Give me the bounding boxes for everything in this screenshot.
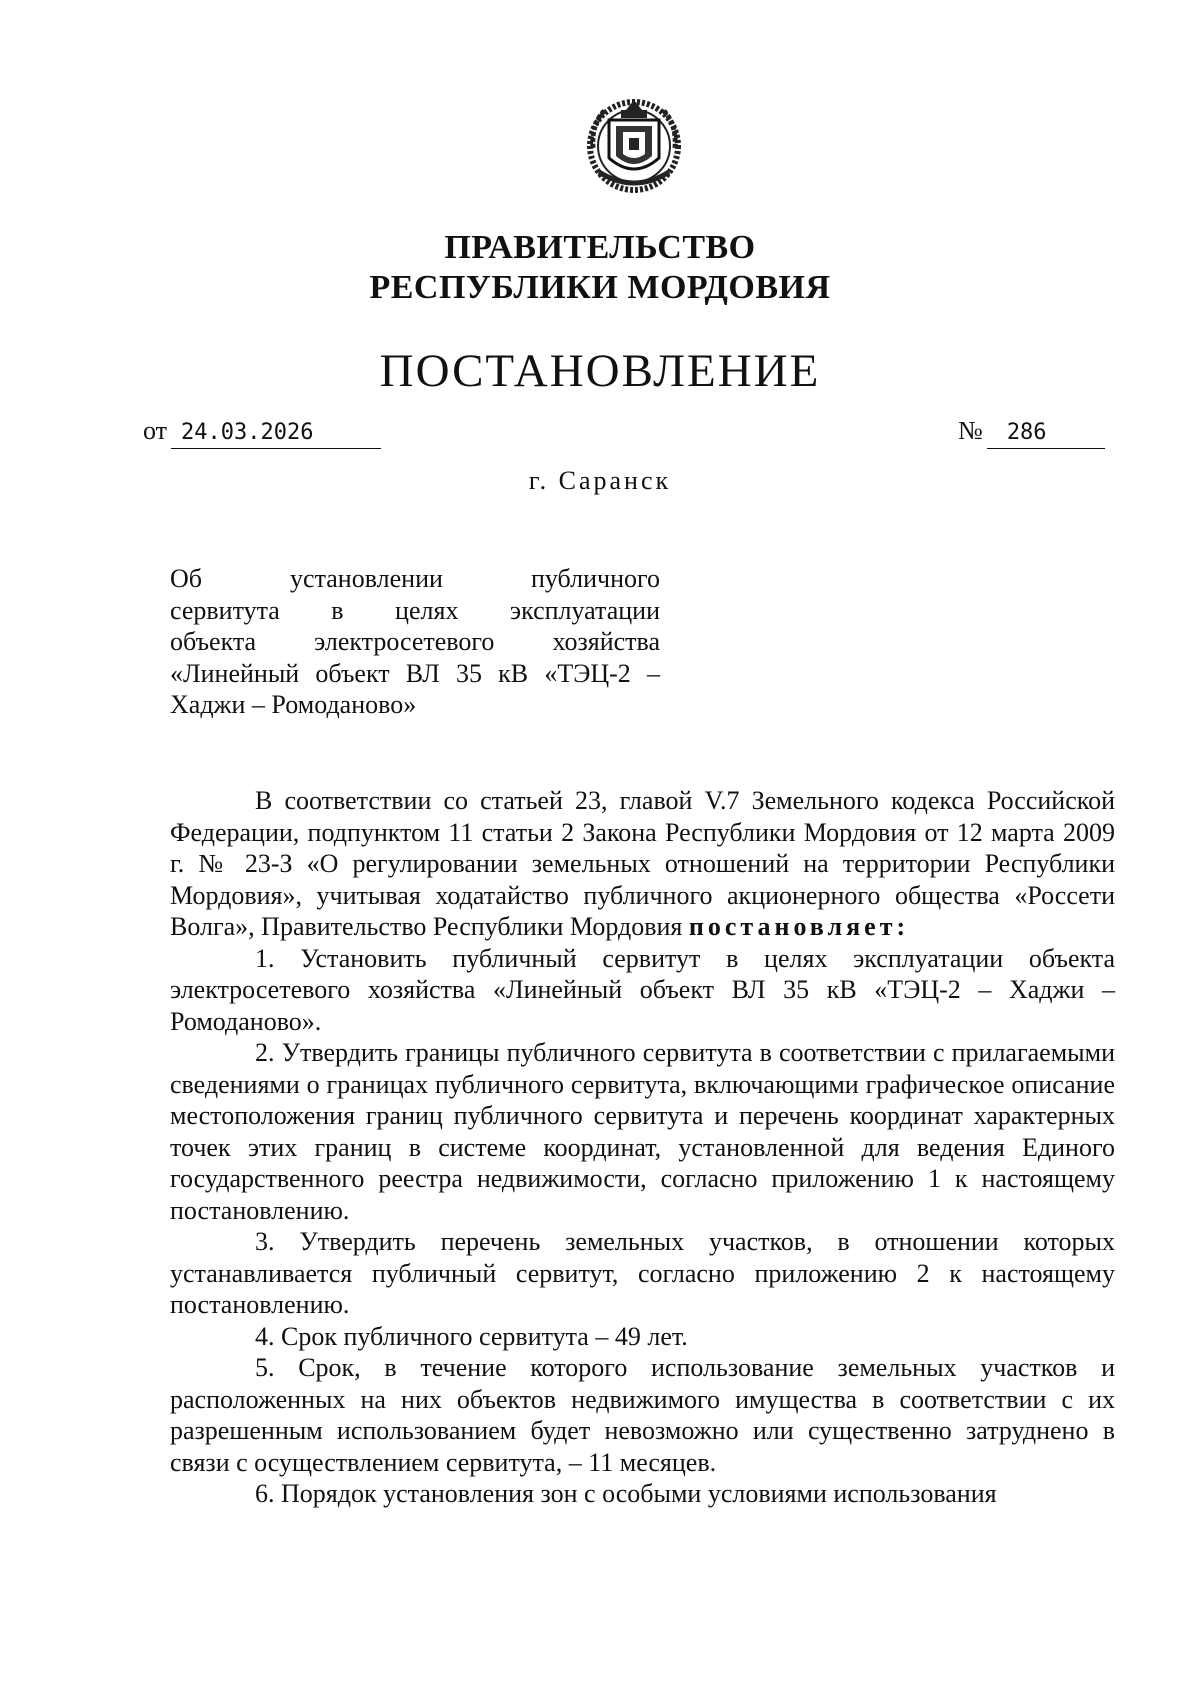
decree-word: постановляет: <box>688 912 910 941</box>
document-body <box>170 785 1115 1510</box>
city: г. Саранск <box>528 466 672 495</box>
item-paragraph: 4. Срок публичного сервитута – 49 лет. <box>255 1321 688 1351</box>
organization-title <box>0 228 1200 308</box>
date-value: 24.03.2026 <box>171 418 381 449</box>
number-value: 286 <box>987 418 1105 449</box>
item-paragraph: 2. Утвердить границы публичного сервитута в соответствии с прилагаемыми сведениями о границах публичного сервитута, включающими графическое описание местоположения границ публичного сервитута и перечень координат характерных точек этих границ в системе координат, установленной для ведения Единого государственного реестра недвижимости, согласно приложению 1 к настоящему постановлению. <box>170 1038 1115 1225</box>
item-paragraph: 3. Утвердить перечень земельных участков, в отношении которых устанавливается публичный сервитут, согласно приложению 2 к настоящему постановлению. <box>170 1227 1115 1319</box>
organization-title-line2: РЕСПУБЛИКИ МОРДОВИЯ <box>369 269 831 306</box>
preamble-text: В соответствии со статьей 23, главой V.7 Земельного кодекса Российской Федерации, подпунктом 11 статьи 2 Закона Республики Мордовия от 12 марта 2009 г. № 23-З «О регулировании земельных отношений на территории Республики Мордовия», учитывая ходатайство публичного акционерного общества «Россети Волга», Правительство Республики Мордовия <box>170 786 1115 941</box>
document-subject <box>170 563 660 721</box>
subject-line: Об установлении публичного <box>170 564 660 593</box>
item-paragraph: 5. Срок, в течение которого использование земельных участков и расположенных на них объектов недвижимого имущества в соответствии с их разрешенным использованием будет невозможно или существенно затруднено в связи с осуществлением сервитута, – 11 месяцев. <box>170 1353 1115 1477</box>
organization-title-line1: ПРАВИТЕЛЬСТВО <box>444 229 756 266</box>
subject-line: сервитута в целях эксплуатации <box>170 595 660 625</box>
subject-line: объекта электросетевого хозяйства <box>170 627 660 656</box>
preamble-paragraph <box>170 785 1115 943</box>
date-field <box>143 414 381 449</box>
number-field <box>958 414 1105 449</box>
number-prefix: № <box>958 416 983 445</box>
document-type-title: ПОСТАНОВЛЕНИЕ <box>379 345 821 397</box>
date-prefix: от <box>143 416 168 445</box>
subject-line: «Линейный объект ВЛ 35 кВ «ТЭЦ-2 – <box>170 658 660 688</box>
subject-line: Хаджи – Ромоданово» <box>170 690 417 719</box>
item-paragraph: 1. Установить публичный сервитут в целях эксплуатации объекта электросетевого хозяйства «Линейный объект ВЛ 35 кВ «ТЭЦ-2 – Хаджи – Ромоданово». <box>170 943 1115 1036</box>
item-paragraph: 6. Порядок установления зон с особыми условиями использования <box>255 1479 997 1508</box>
coat-of-arms-emblem <box>579 88 689 198</box>
